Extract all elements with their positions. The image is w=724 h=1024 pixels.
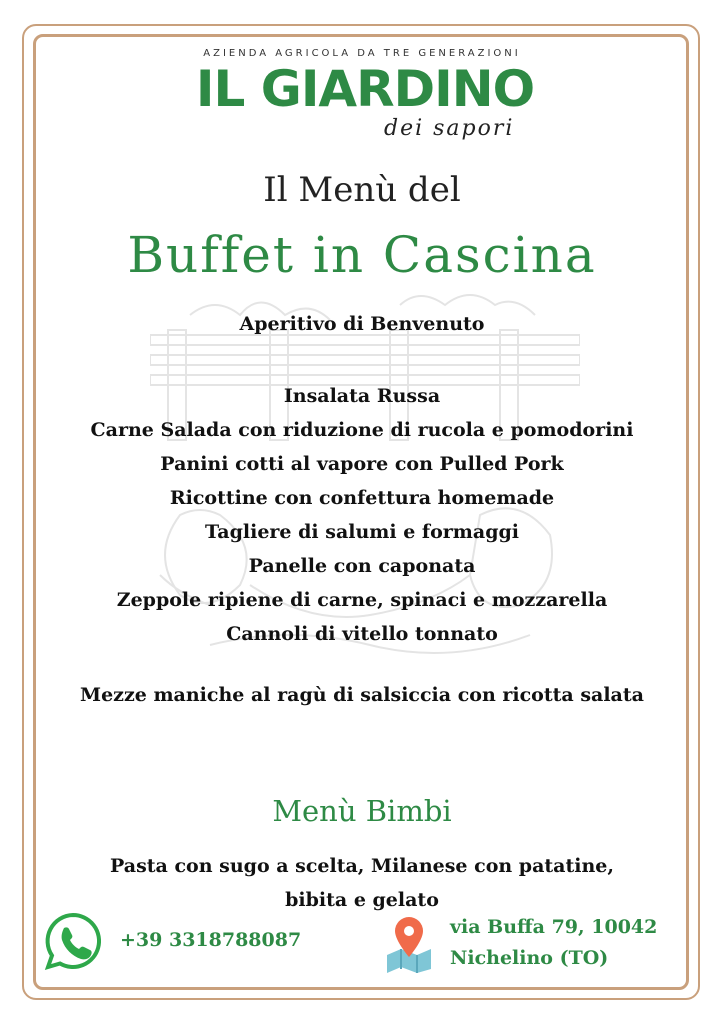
kids-menu-title: Menù Bimbi (272, 794, 452, 828)
menu-item: Panini cotti al vapore con Pulled Pork (160, 453, 564, 475)
address-line2: Nichelino (TO) (450, 947, 609, 969)
menu-item: Ricottine con confettura homemade (169, 487, 555, 509)
menu-item: Panelle con caponata (248, 555, 476, 577)
logo-text: IL GIARDINO (195, 60, 535, 118)
whatsapp-icon (43, 911, 103, 971)
menu-title-line2: Buffet in Cascina (127, 226, 597, 284)
address (450, 912, 657, 974)
menu-item: Cannoli di vitello tonnato (226, 623, 498, 645)
logo-subtitle: dei sapori (384, 116, 515, 141)
address-line1: via Buffa 79, 10042 (450, 916, 658, 938)
phone-number[interactable]: +39 3318788087 (120, 929, 302, 951)
logo (180, 60, 550, 118)
menu-title-line1: Il Menù del (263, 170, 461, 210)
map-pin-icon (383, 915, 435, 973)
welcome-aperitif: Aperitivo di Benvenuto (239, 313, 485, 335)
menu-item: Carne Salada con riduzione di rucola e pomodorini (90, 419, 634, 441)
logo-tagline: AZIENDA AGRICOLA DA TRE GENERAZIONI (203, 48, 521, 59)
pasta-course: Mezze maniche al ragù di salsiccia con ricotta salata (80, 684, 644, 706)
menu-item: Insalata Russa (283, 385, 441, 407)
menu-item: Zeppole ripiene di carne, spinaci e mozzarella (116, 589, 608, 611)
menu-item: Tagliere di salumi e formaggi (204, 521, 519, 543)
kids-menu-line1: Pasta con sugo a scelta, Milanese con patatine, (109, 855, 614, 877)
kids-menu-line2: bibita e gelato (285, 889, 439, 911)
kids-menu-text (60, 849, 664, 917)
menu-list (0, 379, 724, 651)
